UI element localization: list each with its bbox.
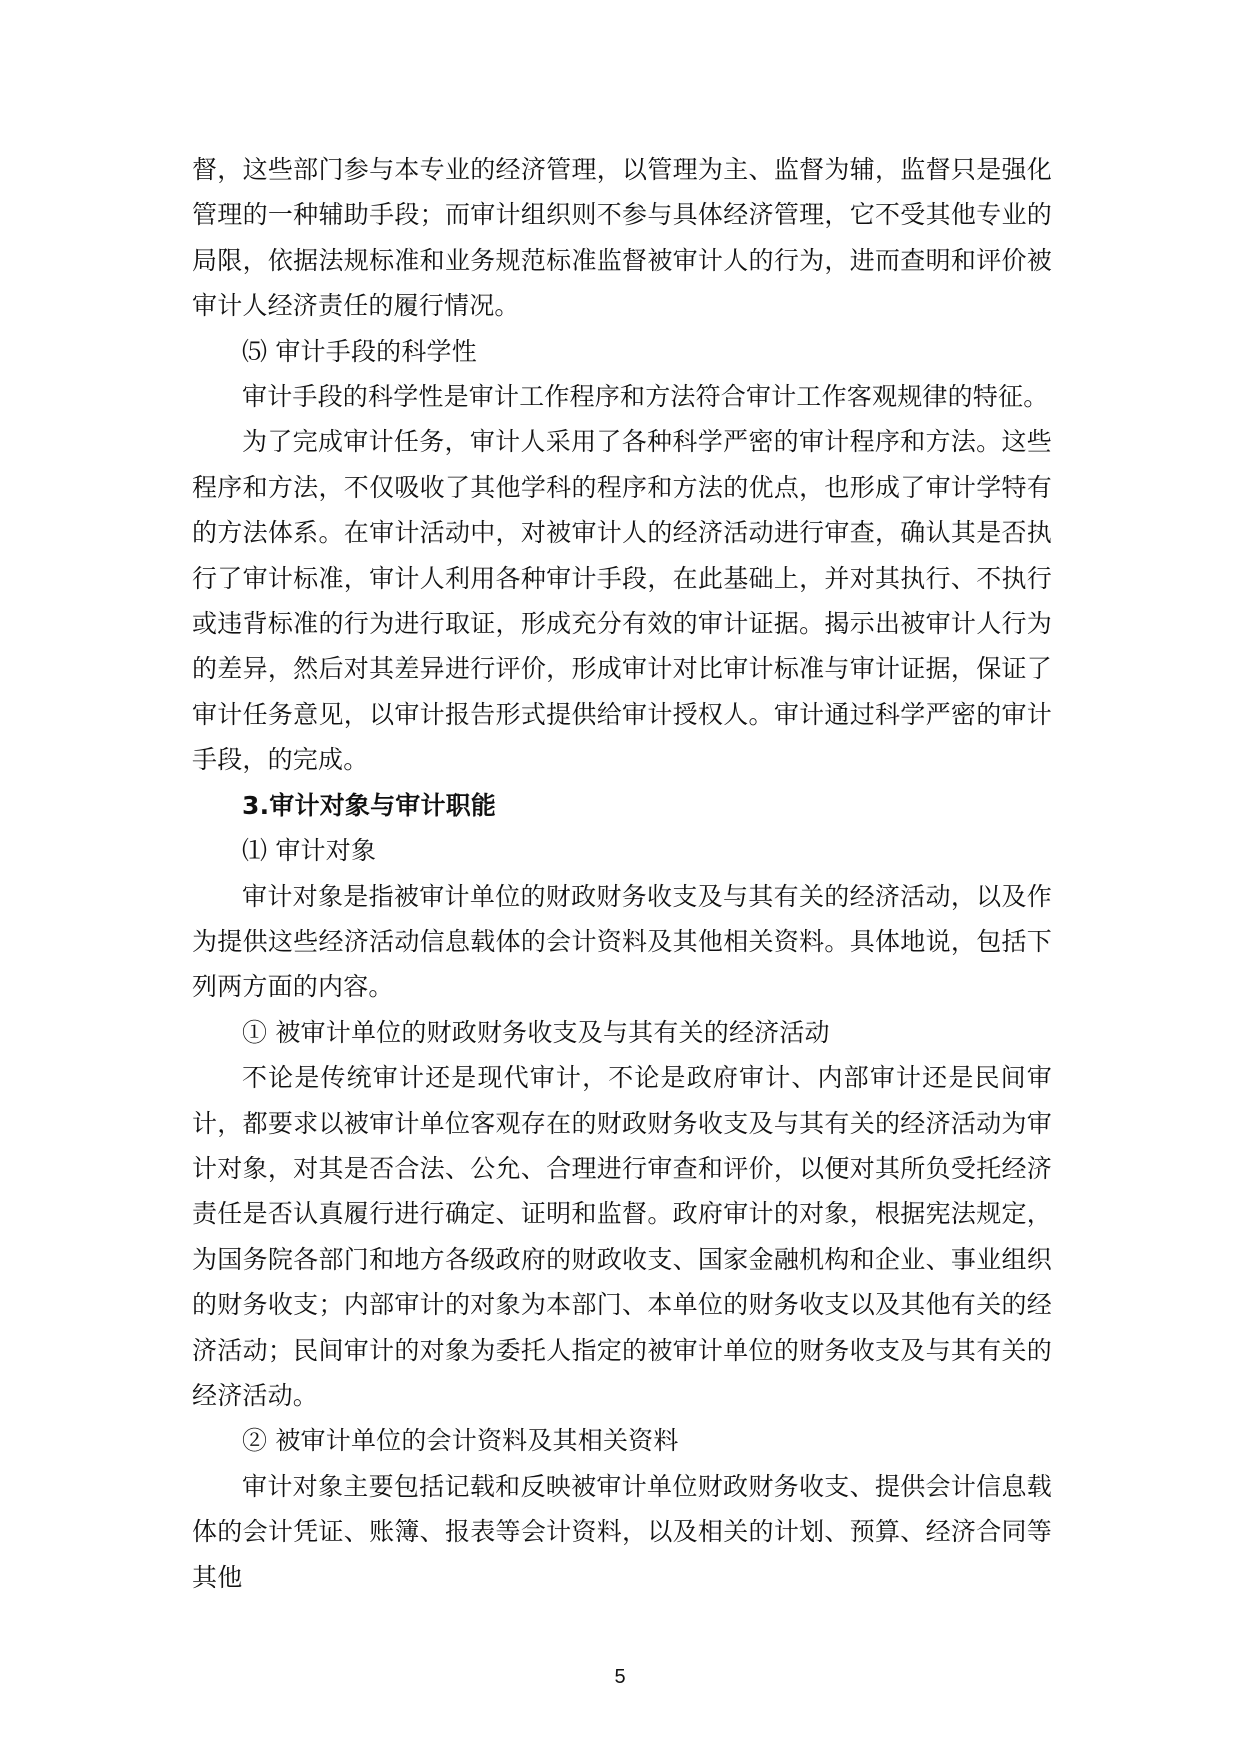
paragraph: 不论是传统审计还是现代审计，不论是政府审计、内部审计还是民间审计，都要求以被审计单位客观存在的财政财务收支及与其有关的经济活动为审计对象，对其是否合法、公允、合理进行审查和评价，以便对其所负受托经济责任是否认真履行进行确定、证明和监督。政府审计的对象，根据宪法规定，为国务院各部门和地方各级政府的财政收支、国家金融机构和企业、事业组织的财务收支；内部审计的对象为本部门、本单位的财务收支以及其他有关的经济活动；民间审计的对象为委托人指定的被审计单位的财务收支及与其有关的经济活动。 bbox=[192, 1063, 1052, 1410]
page-number: 5 bbox=[614, 1666, 626, 1688]
subheading-audit-means: ⑸ 审计手段的科学性 bbox=[242, 336, 477, 366]
paragraph: 审计手段的科学性是审计工作程序和方法符合审计工作客观规律的特征。 bbox=[242, 382, 1049, 412]
section-heading: 3.审计对象与审计职能 bbox=[242, 790, 497, 820]
list-item-heading: ② 被审计单位的会计资料及其相关资料 bbox=[242, 1426, 679, 1456]
subheading-audit-object: ⑴ 审计对象 bbox=[242, 836, 377, 866]
paragraph: 审计对象是指被审计单位的财政财务收支及与其有关的经济活动，以及作为提供这些经济活动信息载体的会计资料及其他相关资料。具体地说，包括下列两方面的内容。 bbox=[192, 881, 1052, 1002]
paragraph: 为了完成审计任务，审计人采用了各种科学严密的审计程序和方法。这些程序和方法，不仅吸收了其他学科的程序和方法的优点，也形成了审计学特有的方法体系。在审计活动中，对被审计人的经济活动进行审查，确认其是否执行了审计标准，审计人利用各种审计手段，在此基础上，并对其执行、不执行或违背标准的行为进行取证，形成充分有效的审计证据。揭示出被审计人行为的差异，然后对其差异进行评价，形成审计对比审计标准与审计证据，保证了审计任务意见，以审计报告形式提供给审计授权人。审计通过科学严密的审计手段，的完成。 bbox=[192, 427, 1052, 775]
paragraph: 审计对象主要包括记载和反映被审计单位财政财务收支、提供会计信息载体的会计凭证、账簿、报表等会计资料，以及相关的计划、预算、经济合同等其他 bbox=[192, 1471, 1052, 1592]
body-text bbox=[192, 147, 1052, 1600]
paragraph: 督，这些部门参与本专业的经济管理，以管理为主、监督为辅，监督只是强化管理的一种辅助手段；而审计组织则不参与具体经济管理，它不受其他专业的局限，依据法规标准和业务规范标准监督被审计人的行为，进而查明和评价被审计人经济责任的履行情况。 bbox=[192, 155, 1052, 321]
list-item-heading: ① 被审计单位的财政财务收支及与其有关的经济活动 bbox=[242, 1017, 830, 1047]
